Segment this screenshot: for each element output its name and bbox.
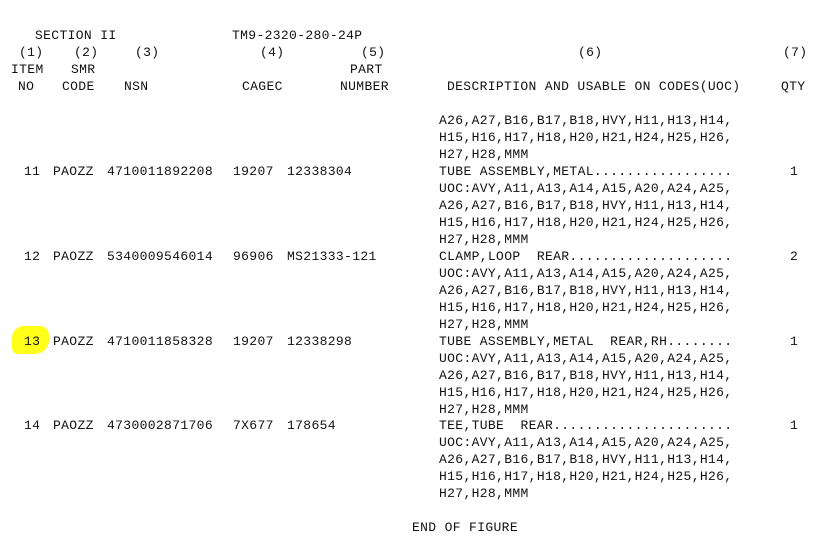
nsn: 5340009546014 [107,249,213,264]
description-line: H15,H16,H17,H18,H20,H21,H24,H25,H26, [439,215,733,230]
description-line: UOC:AVY,A11,A13,A14,A15,A20,A24,A25, [439,351,733,366]
smr-code: PAOZZ [53,164,94,179]
col-1-number: (1) [19,45,44,60]
description-line: H27,H28,MMM [439,317,529,332]
part-number: 178654 [287,418,336,433]
description-line: A26,A27,B16,B17,B18,HVY,H11,H13,H14, [439,283,733,298]
col-3-label: NSN [124,79,149,94]
continuation-line: H15,H16,H17,H18,H20,H21,H24,H25,H26, [439,130,733,145]
description-line: UOC:AVY,A11,A13,A14,A15,A20,A24,A25, [439,181,733,196]
description-line: H27,H28,MMM [439,402,529,417]
description-line: H15,H16,H17,H18,H20,H21,H24,H25,H26, [439,385,733,400]
description-line: A26,A27,B16,B17,B18,HVY,H11,H13,H14, [439,198,733,213]
col-5-number: (5) [361,45,386,60]
description-line: H27,H28,MMM [439,486,529,501]
description-line: A26,A27,B16,B17,B18,HVY,H11,H13,H14, [439,368,733,383]
item-number: 12 [24,249,41,264]
description-line: H15,H16,H17,H18,H20,H21,H24,H25,H26, [439,469,733,484]
col-7-label: QTY [781,79,806,94]
tm-number: TM9-2320-280-24P [232,28,363,43]
col-5-label: NUMBER [340,79,389,94]
continuation-line: H27,H28,MMM [439,147,529,162]
description-line: TEE,TUBE REAR...................... [439,418,733,433]
smr-code: PAOZZ [53,249,94,264]
description-line: UOC:AVY,A11,A13,A14,A15,A20,A24,A25, [439,435,733,450]
continuation-line: A26,A27,B16,B17,B18,HVY,H11,H13,H14, [439,113,733,128]
part-number: 12338304 [287,164,353,179]
description-line: H27,H28,MMM [439,232,529,247]
description-line: TUBE ASSEMBLY,METAL REAR,RH........ [439,334,733,349]
quantity: 1 [790,418,799,433]
description-line: UOC:AVY,A11,A13,A14,A15,A20,A24,A25, [439,266,733,281]
end-of-figure: END OF FIGURE [412,520,518,535]
col-5-label-top: PART [350,62,383,77]
cagec: 19207 [233,334,274,349]
section-title: SECTION II [35,28,117,43]
col-7-number: (7) [783,45,808,60]
smr-code: PAOZZ [53,334,94,349]
description-line: H15,H16,H17,H18,H20,H21,H24,H25,H26, [439,300,733,315]
description-line: CLAMP,LOOP REAR.................... [439,249,733,264]
cagec: 96906 [233,249,274,264]
part-number: 12338298 [287,334,353,349]
smr-code: PAOZZ [53,418,94,433]
nsn: 4730002871706 [107,418,213,433]
col-2-label-top: SMR [71,62,96,77]
nsn: 4710011858328 [107,334,213,349]
quantity: 1 [790,164,799,179]
col-4-number: (4) [260,45,285,60]
col-3-number: (3) [135,45,160,60]
description-line: A26,A27,B16,B17,B18,HVY,H11,H13,H14, [439,452,733,467]
item-number: 11 [24,164,41,179]
col-2-label: CODE [62,79,95,94]
item-number: 13 [24,334,41,349]
col-6-number: (6) [578,45,603,60]
col-4-label: CAGEC [242,79,283,94]
quantity: 1 [790,334,799,349]
item-number: 14 [24,418,41,433]
nsn: 4710011892208 [107,164,213,179]
col-1-label-top: ITEM [11,62,44,77]
cagec: 19207 [233,164,274,179]
col-2-number: (2) [74,45,99,60]
quantity: 2 [790,249,799,264]
col-6-label: DESCRIPTION AND USABLE ON CODES(UOC) [447,79,741,94]
part-number: MS21333-121 [287,249,377,264]
col-1-label: NO [18,79,35,94]
description-line: TUBE ASSEMBLY,METAL................. [439,164,733,179]
cagec: 7X677 [233,418,274,433]
